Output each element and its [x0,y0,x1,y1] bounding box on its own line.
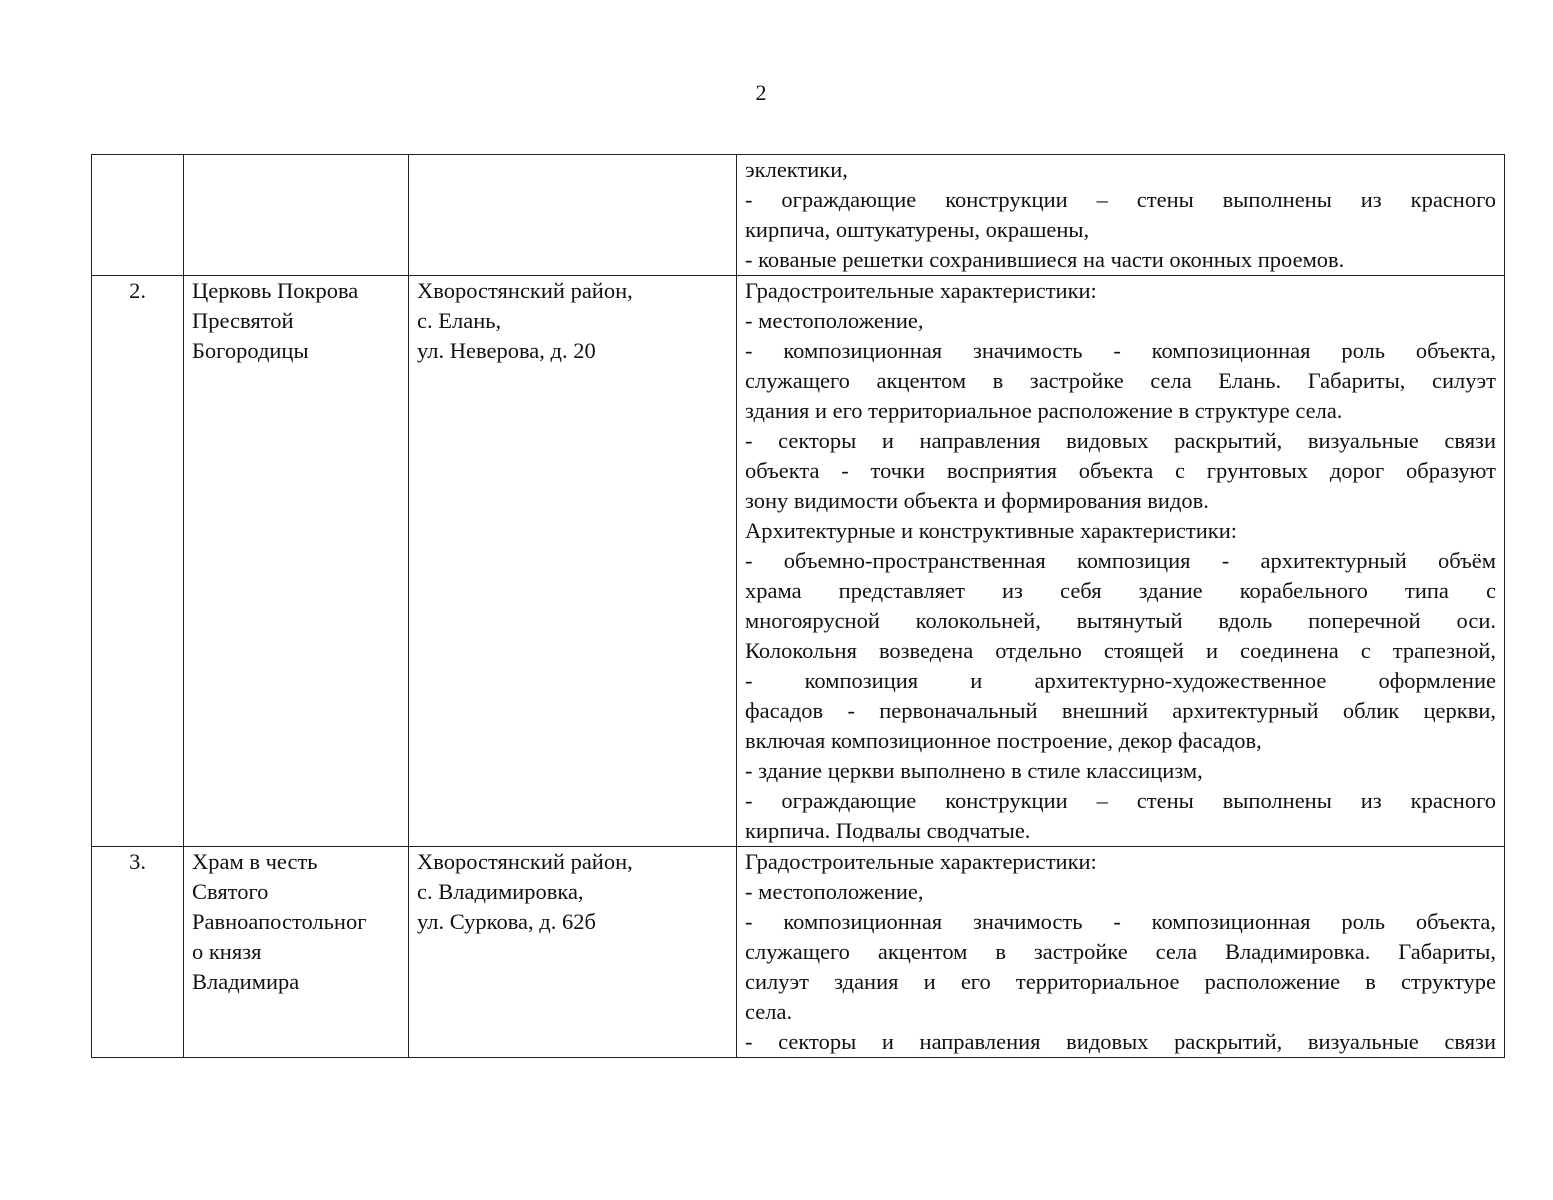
address-line: Хворостянский район, [417,849,633,874]
address-line: ул. Неверова, д. 20 [417,338,596,363]
address-line: с. Елань, [417,308,502,333]
table-row [92,847,1505,1058]
characteristics-line: эклектики, [745,157,848,182]
characteristics-line: - кованые решетки сохранившиеся на части оконных проемов. [745,247,1345,272]
characteristics-line: объекта - точки восприятия объекта с грунтовых дорог образуют [745,458,1496,483]
object-name-line: Богородицы [192,338,309,363]
characteristics-line: - секторы и направления видовых раскрытий, визуальные связи [745,428,1496,453]
characteristics-line: здания и его территориальное расположение в структуре села. [745,398,1343,423]
characteristics-line: Архитектурные и конструктивные характеристики: [745,518,1238,543]
characteristics-line: кирпича, оштукатурены, окрашены, [745,217,1090,242]
characteristics-line: зону видимости объекта и формирования видов. [745,488,1209,513]
characteristics-line: Градостроительные характеристики: [745,849,1097,874]
object-name-cell [184,155,409,276]
characteristics-cell [737,847,1505,1058]
address-line: с. Владимировка, [417,879,584,904]
row-number-cell [92,847,184,1058]
characteristics-line: - местоположение, [745,308,924,333]
characteristics-line: - композиционная значимость - композиционная роль объекта, [745,338,1496,363]
monuments-table [91,154,1505,1058]
object-name-cell [184,847,409,1058]
characteristics-line: многоярусной колокольней, вытянутый вдоль поперечной оси. [745,608,1496,633]
characteristics-line: Градостроительные характеристики: [745,278,1097,303]
characteristics-line: - композиция и архитектурно-художественное оформление [745,668,1496,693]
characteristics-line: - местоположение, [745,879,924,904]
characteristics-line: Колокольня возведена отдельно стоящей и соединена с трапезной, [745,638,1496,663]
address-cell [409,847,737,1058]
table-row [92,276,1505,847]
characteristics-line: силуэт здания и его территориальное расположение в структуре [745,969,1496,994]
address-cell [409,276,737,847]
characteristics-line: - объемно-пространственная композиция - архитектурный объём [745,548,1496,573]
characteristics-line: кирпича. Подвалы сводчатые. [745,818,1031,843]
characteristics-line: - ограждающие конструкции – стены выполнены из красного [745,788,1496,813]
object-name-line: Церковь Покрова [192,278,359,303]
address-line: Хворостянский район, [417,278,633,303]
characteristics-line: - секторы и направления видовых раскрытий, визуальные связи [745,1029,1496,1054]
object-name-line: Равноапостольног [192,909,367,934]
characteristics-line: - ограждающие конструкции – стены выполнены из красного [745,187,1496,212]
object-name-line: Владимира [192,969,300,994]
address-line: ул. Суркова, д. 62б [417,909,596,934]
characteristics-cell [737,276,1505,847]
object-name-line: Храм в честь [192,849,318,874]
object-name-line: о князя [192,939,262,964]
row-number-cell [92,276,184,847]
object-name-cell [184,276,409,847]
table-row [92,155,1505,276]
characteristics-line: фасадов - первоначальный внешний архитектурный облик церкви, [745,698,1496,723]
characteristics-line: служащего акцентом в застройке села Владимировка. Габариты, [745,939,1496,964]
row-number: 2. [129,278,146,303]
characteristics-line: села. [745,999,793,1024]
address-cell [409,155,737,276]
object-name-line: Пресвятой [192,308,294,333]
characteristics-line: - здание церкви выполнено в стиле классицизм, [745,758,1203,783]
characteristics-line: служащего акцентом в застройке села Елань. Габариты, силуэт [745,368,1496,393]
page-number: 2 [755,80,767,105]
row-number-cell [92,155,184,276]
row-number: 3. [129,849,146,874]
characteristics-line: храма представляет из себя здание корабельного типа с [745,578,1496,603]
object-name-line: Святого [192,879,269,904]
characteristics-cell [737,155,1505,276]
characteristics-line: включая композиционное построение, декор фасадов, [745,728,1262,753]
characteristics-line: - композиционная значимость - композиционная роль объекта, [745,909,1496,934]
